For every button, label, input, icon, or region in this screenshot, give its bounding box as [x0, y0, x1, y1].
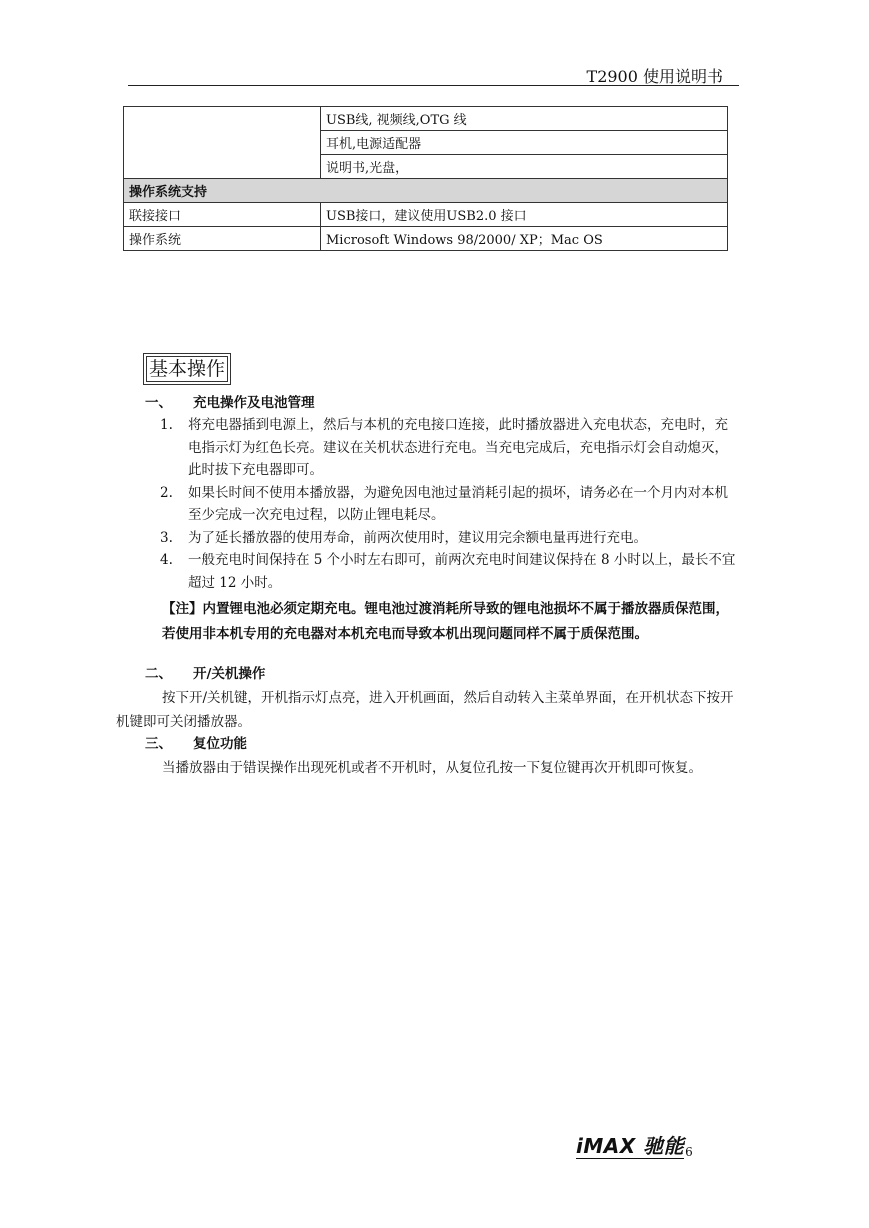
list-item-number: 3. [160, 529, 173, 546]
header-divider [128, 85, 739, 86]
table-cell: 说明书,光盘， [321, 155, 728, 179]
charging-list [160, 414, 740, 594]
section-title-box [143, 353, 231, 385]
table-cell: 耳机,电源适配器 [321, 131, 728, 155]
table-cell-label: 操作系统 [124, 227, 321, 251]
heading-number: 一、 [145, 395, 172, 411]
heading-text: 充电操作及电池管理 [193, 395, 315, 411]
brand-logo: iMAX 驰能 [576, 1134, 685, 1158]
heading-reset [145, 734, 247, 754]
list-item-text: 一般充电时间保持在 5 个小时左右即可，前两次充电时间建议保持在 8 小时以上，最长不宜超过 12 小时。 [188, 552, 736, 591]
list-item-text: 为了延长播放器的使用寿命，前两次使用时，建议用完余额电量再进行充电。 [188, 529, 647, 546]
list-item-number: 4. [160, 552, 173, 568]
heading-number: 二、 [145, 666, 172, 682]
list-item [160, 527, 740, 550]
heading-text: 开/关机操作 [193, 666, 266, 682]
list-item [160, 414, 740, 482]
heading-charging [145, 393, 315, 413]
section-title: 基本操作 [146, 356, 228, 382]
table-cell: Microsoft Windows 98/2000/ XP；Mac OS [321, 227, 728, 251]
table-row [124, 107, 728, 131]
table-row [124, 227, 728, 251]
list-item-number: 1. [160, 417, 173, 433]
list-item-text: 如果长时间不使用本播放器，为避免因电池过量消耗引起的损坏，请务必在一个月内对本机至少完成一次充电过程，以防止锂电耗尽。 [188, 484, 728, 523]
page-number: 6 [685, 1145, 693, 1159]
table-cell: USB线, 视频线,OTG 线 [321, 107, 728, 131]
heading-power [145, 664, 265, 684]
reset-paragraph: 当播放器由于错误操作出现死机或者不开机时，从复位孔按一下复位键再次开机即可恢复。 [162, 760, 702, 776]
list-item-number: 2. [160, 484, 173, 501]
power-paragraph: 按下开/关机键，开机指示灯点亮，进入开机画面，然后自动转入主菜单界面，在开机状态下按开机键即可关闭播放器。 [116, 690, 734, 730]
footer [576, 1134, 693, 1159]
spec-table [123, 106, 728, 251]
battery-note: 【注】内置锂电池必须定期充电。锂电池过渡消耗所导致的锂电池损坏不属于播放器质保范围，若使用非本机专用的充电器对本机充电而导致本机出现问题同样不属于质保范围。 [162, 601, 729, 642]
heading-text: 复位功能 [193, 736, 247, 752]
table-cell-empty [124, 107, 321, 179]
table-section-row [124, 179, 728, 203]
table-cell-label: 联接接口 [124, 203, 321, 227]
list-item-text: 将充电器插到电源上，然后与本机的充电接口连接，此时播放器进入充电状态，充电时，充电指示灯为红色长亮。建议在关机状态进行充电。当充电完成后，充电指示灯会自动熄灭，此时拔下充电器即可。 [188, 417, 728, 478]
table-row [124, 203, 728, 227]
table-section-header: 操作系统支持 [124, 179, 728, 203]
list-item [160, 549, 740, 594]
list-item [160, 482, 740, 527]
document-header-title: T2900 使用说明书 [586, 67, 723, 86]
table-cell: USB接口，建议使用USB2.0 接口 [321, 203, 728, 227]
heading-number: 三、 [145, 736, 172, 752]
